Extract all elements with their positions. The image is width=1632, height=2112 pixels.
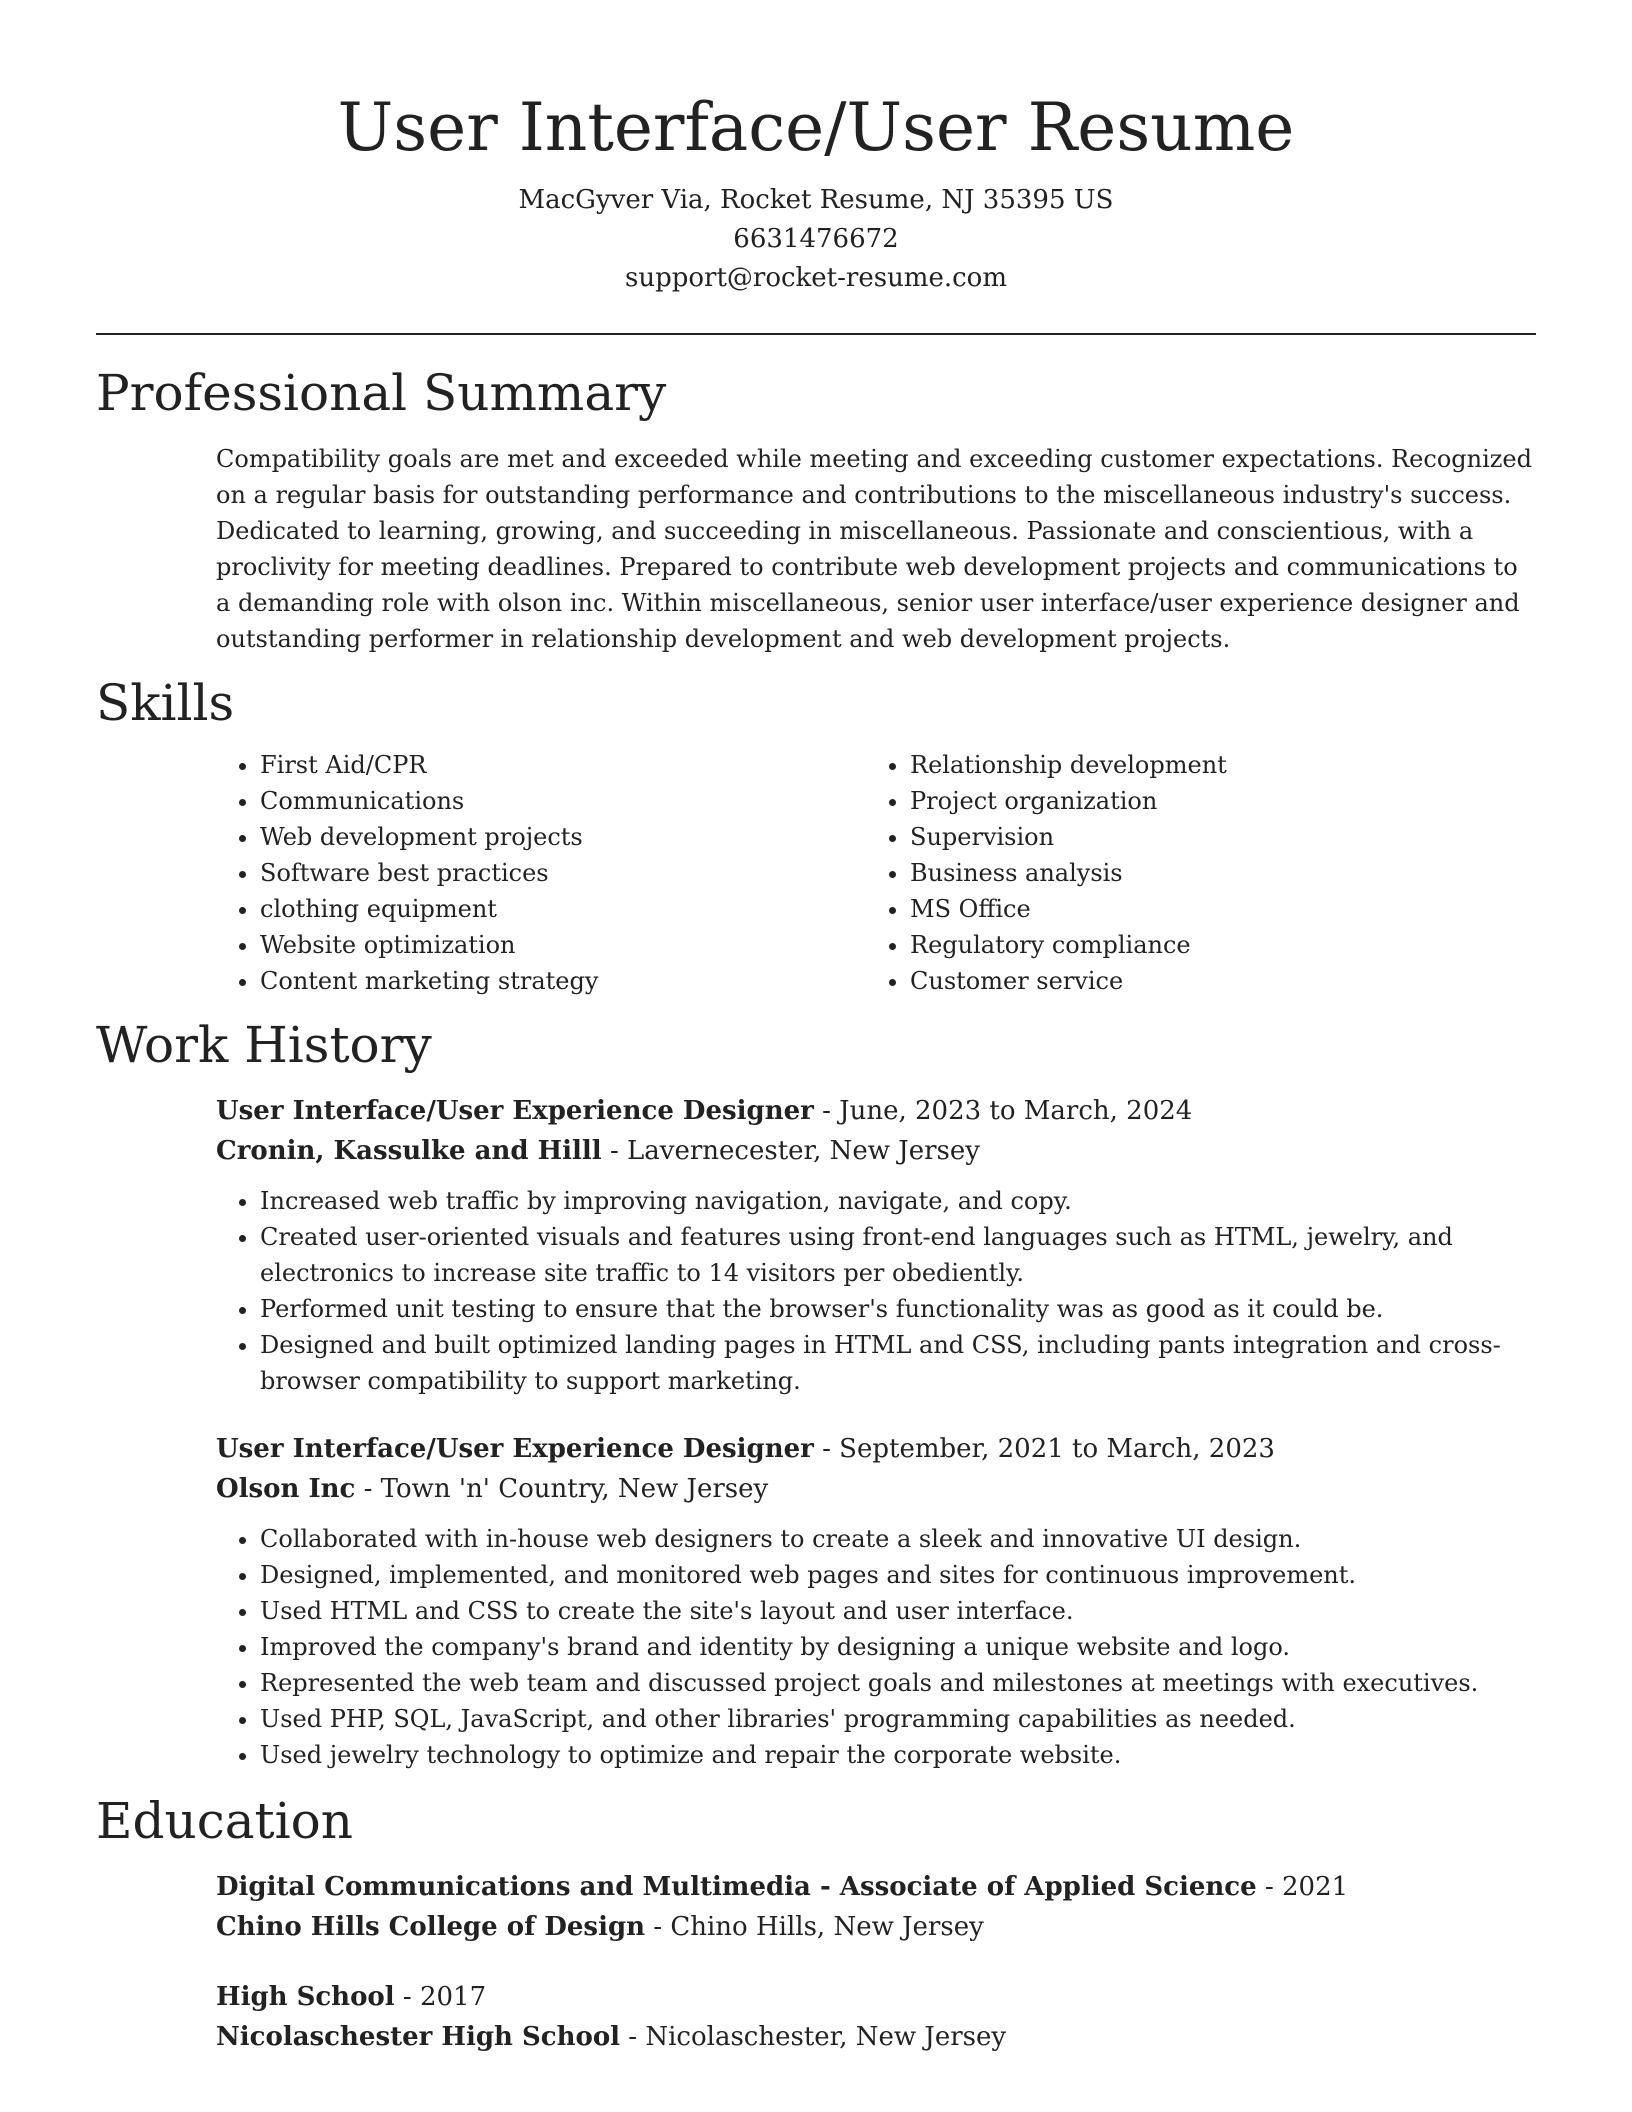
- education-school-line: [216, 1907, 1536, 1947]
- education-degree: High School: [216, 1982, 395, 2012]
- summary-section: [96, 363, 1536, 657]
- skill-item: • Communications: [260, 783, 866, 819]
- job-bullet: • Represented the web team and discussed project goals and milestones at meetings with executives.: [260, 1665, 1536, 1701]
- education-entry: [216, 1977, 1536, 2057]
- skill-item: • clothing equipment: [260, 891, 866, 927]
- job-bullet: • Used PHP, SQL, JavaScript, and other libraries' programming capabilities as needed.: [260, 1701, 1536, 1737]
- education-school: Chino Hills College of Design: [216, 1912, 646, 1942]
- job-bullet: • Designed, implemented, and monitored web pages and sites for continuous improvement.: [260, 1557, 1536, 1593]
- job-bullets: [216, 1183, 1536, 1399]
- resume-page: [96, 0, 1536, 2057]
- job-entry: [216, 1091, 1536, 1399]
- skill-item: • Website optimization: [260, 927, 866, 963]
- job-company: Cronin, Kassulke and Hilll: [216, 1136, 602, 1166]
- job-title-line: [216, 1091, 1536, 1131]
- job-bullet: • Used HTML and CSS to create the site's layout and user interface.: [260, 1593, 1536, 1629]
- skill-item: • Web development projects: [260, 819, 866, 855]
- job-company: Olson Inc: [216, 1474, 356, 1504]
- skills-section: [96, 673, 1536, 999]
- skills-column-right: [866, 747, 1516, 999]
- education-heading: Education: [96, 1792, 353, 1850]
- skills-column-left: [216, 747, 866, 999]
- education-degree-line: [216, 1867, 1536, 1907]
- job-bullets: [216, 1521, 1536, 1773]
- job-bullet: • Used jewelry technology to optimize and repair the corporate website.: [260, 1737, 1536, 1773]
- job-entry: [216, 1429, 1536, 1773]
- work-history-heading: Work History: [96, 1016, 432, 1074]
- job-bullet: • Designed and built optimized landing pages in HTML and CSS, including pants integration and cross-browser compatibility to support marketing.: [260, 1327, 1536, 1399]
- email-text: support@rocket-resume.com: [624, 263, 1007, 293]
- candidate-name: User Interface/User Resume: [337, 89, 1295, 166]
- job-bullet: • Collaborated with in-house web designers to create a sleek and innovative UI design.: [260, 1521, 1536, 1557]
- skill-item: • Regulatory compliance: [910, 927, 1516, 963]
- skill-item: • Project organization: [910, 783, 1516, 819]
- skills-columns: [216, 747, 1536, 999]
- address-text: MacGyver Via, Rocket Resume, NJ 35395 US: [518, 185, 1114, 215]
- education-degree-line: [216, 1977, 1536, 2017]
- education-school: Nicolaschester High School: [216, 2022, 621, 2052]
- education-year: - 2017: [394, 1982, 487, 2012]
- education-year: - 2021: [1256, 1872, 1349, 1902]
- skill-item: • Customer service: [910, 963, 1516, 999]
- summary-body: [216, 441, 1536, 657]
- job-dates: - September, 2021 to March, 2023: [813, 1434, 1275, 1464]
- skill-item: • Business analysis: [910, 855, 1516, 891]
- job-company-line: [216, 1469, 1536, 1509]
- summary-heading: Professional Summary: [96, 364, 667, 422]
- job-bullet: • Created user-oriented visuals and features using front-end languages such as HTML, jewelry, and electronics to increase site traffic to 14 visitors per obediently.: [260, 1219, 1536, 1291]
- skill-item: • First Aid/CPR: [260, 747, 866, 783]
- job-title-line: [216, 1429, 1536, 1469]
- education-location: - Nicolaschester, New Jersey: [620, 2022, 1007, 2052]
- skill-item: • Supervision: [910, 819, 1516, 855]
- work-history-section: [96, 1015, 1536, 1773]
- education-degree: Digital Communications and Multimedia - Associate of Applied Science: [216, 1872, 1257, 1902]
- job-role: User Interface/User Experience Designer: [216, 1434, 814, 1464]
- job-location: - Town 'n' Country, New Jersey: [355, 1474, 769, 1504]
- skill-item: • Content marketing strategy: [260, 963, 866, 999]
- job-location: - Lavernecester, New Jersey: [601, 1136, 980, 1166]
- education-section: [96, 1791, 1536, 2057]
- education-school-line: [216, 2017, 1536, 2057]
- job-bullet: • Improved the company's brand and identity by designing a unique website and logo.: [260, 1629, 1536, 1665]
- job-bullet: • Performed unit testing to ensure that the browser's functionality was as good as it could be.: [260, 1291, 1536, 1327]
- job-dates: - June, 2023 to March, 2024: [813, 1096, 1193, 1126]
- skill-item: • Relationship development: [910, 747, 1516, 783]
- skills-heading: Skills: [96, 674, 235, 732]
- education-location: - Chino Hills, New Jersey: [645, 1912, 984, 1942]
- skill-item: • MS Office: [910, 891, 1516, 927]
- job-company-line: [216, 1131, 1536, 1171]
- header-divider: [96, 333, 1536, 335]
- education-entry: [216, 1867, 1536, 1947]
- job-role: User Interface/User Experience Designer: [216, 1096, 814, 1126]
- phone-text: 6631476672: [733, 224, 899, 254]
- skill-item: • Software best practices: [260, 855, 866, 891]
- job-bullet: • Increased web traffic by improving navigation, navigate, and copy.: [260, 1183, 1536, 1219]
- contact-block: [96, 181, 1536, 298]
- summary-paragraph: Compatibility goals are met and exceeded while meeting and exceeding customer expectations. Recognized on a regular basis for outstanding performance and contributions to the miscellaneous industry's success. Dedicated to learning, growing, and succeeding in miscellaneous. Passionate and conscientious, with a proclivity for meeting deadlines. Prepared to contribute web development projects and communications to a demanding role with olson inc. Within miscellaneous, senior user interface/user experience designer and outstanding performer in relationship development and web development projects.: [216, 445, 1532, 653]
- resume-header: [96, 0, 1536, 335]
